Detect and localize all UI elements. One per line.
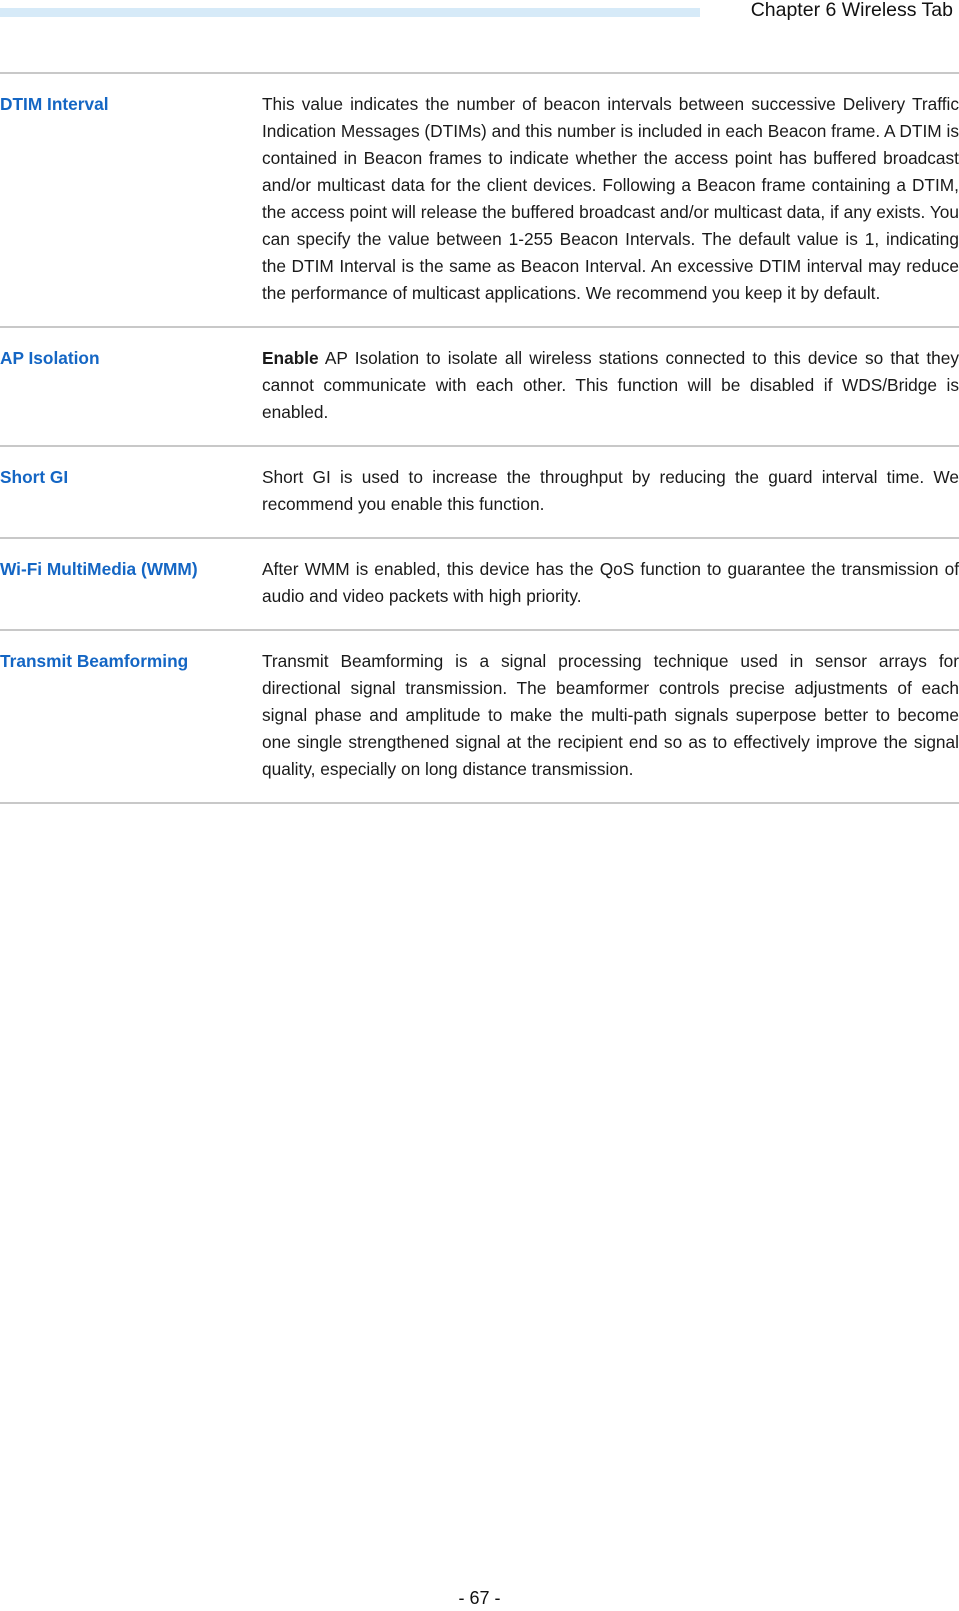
parameter-row [0,445,959,537]
parameter-description [262,91,959,307]
parameter-description [262,556,959,610]
parameter-description-text: This value indicates the number of beacon intervals between successive Delivery Traffic Indication Messages (DTIMs) and this number is included in each Beacon frame. A DTIM is contained in Beacon frames to indicate whether the access point has buffered broadcast and/or multicast data for the client devices. Following a Beacon frame containing a DTIM, the access point will release the buffered broadcast and/or multicast data, if any exists. You can specify the value between 1-255 Beacon Intervals. The default value is 1, indicating the DTIM Interval is the same as Beacon Interval. An excessive DTIM interval may reduce the performance of multicast applications. We recommend you keep it by default. [262,94,959,303]
header-accent-bar [0,8,700,17]
page-number: - 67 - [458,1588,501,1608]
parameter-description [262,464,959,518]
parameter-name: DTIM Interval [0,94,109,114]
parameter-row [0,537,959,629]
parameter-name: Wi-Fi MultiMedia (WMM) [0,559,198,579]
parameter-description [262,648,959,783]
parameter-name: Transmit Beamforming [0,651,189,671]
parameter-description [262,345,959,426]
parameter-row [0,629,959,804]
parameter-description-lead: Enable [262,348,319,368]
parameter-description-text: AP Isolation to isolate all wireless stations connected to this device so that they cannot communicate with each other. This function will be disabled if WDS/Bridge is enabled. [262,348,959,422]
parameter-description-text: After WMM is enabled, this device has the QoS function to guarantee the transmission of audio and video packets with high priority. [262,559,959,606]
parameter-row [0,72,959,326]
parameter-description-text: Transmit Beamforming is a signal processing technique used in sensor arrays for directional signal transmission. The beamformer controls precise adjustments of each signal phase and amplitude to make the multi-path signals superpose better to become one single strengthened signal at the recipient end so as to effectively improve the signal quality, especially on long distance transmission. [262,651,959,779]
parameter-name: AP Isolation [0,348,100,368]
chapter-title: Chapter 6 Wireless Tab [750,0,953,21]
parameter-name: Short GI [0,467,69,487]
parameter-description-text: Short GI is used to increase the throughput by reducing the guard interval time. We recommend you enable this function. [262,467,959,514]
page-header [0,0,959,24]
parameter-row [0,326,959,445]
parameter-table [0,72,959,804]
